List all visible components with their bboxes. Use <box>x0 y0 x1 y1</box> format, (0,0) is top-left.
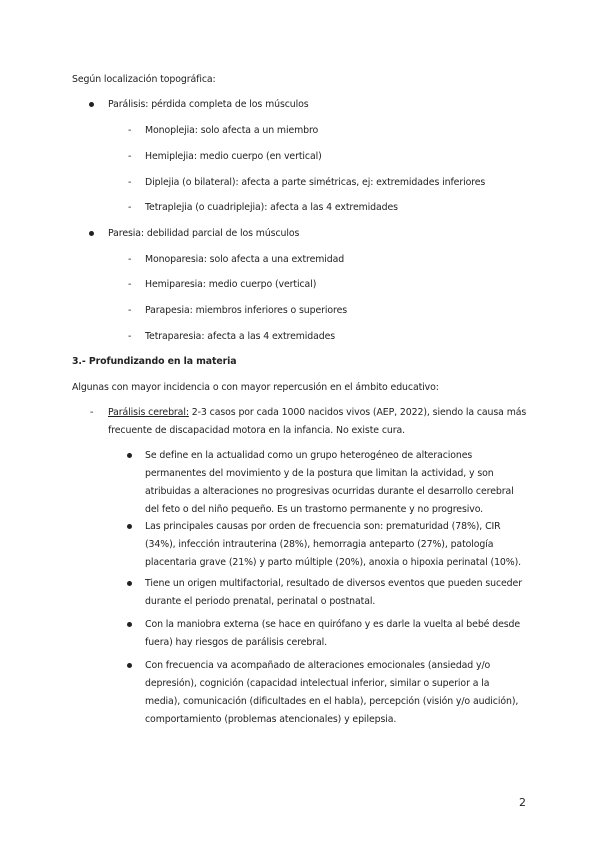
section-title: 3.- Profundizando en la materia <box>72 356 237 367</box>
list-item: Tetraparesia: afecta a las 4 extremidades <box>145 331 336 342</box>
pc-line-1-rest: 2-3 casos por cada 1000 nacidos vivos (AEP, 2022), siendo la causa más <box>188 407 527 418</box>
paresia-label: Paresia: debilidad parcial de los músculos <box>108 228 300 239</box>
list-item: Tetraplejia (o cuadriplejia): afecta a las 4 extremidades <box>145 202 398 213</box>
pc-bullet-1: Se define en la actualidad como un grupo heterogéneo de alteraciones permanentes del movimiento y de la postura que limitan la actividad, y son atribuidas a alteraciones no progresivas ocurridas durante el desarrollo cerebral del feto o del niño pequeño. Es un trastorno permanente y no progresivo. <box>145 450 514 515</box>
pc-line-1 <box>108 406 526 420</box>
list-item: Diplejia (o bilateral): afecta a parte simétricas, ej: extremidades inferiores <box>145 177 486 188</box>
page-number: 2 <box>519 796 526 809</box>
pc-bullet-5: Con frecuencia va acompañado de alteraciones emocionales (ansiedad y/o depresión), cognición (capacidad intelectual inferior, similar o superior a la media), comunicación (dificultades en el habla), percepción (visión y/o audición), comportamiento (problemas atencionales) y epilepsia. <box>145 660 519 725</box>
dash-icon: - <box>128 331 132 342</box>
bullet-icon <box>127 581 132 586</box>
topographic-heading: Según localización topográfica: <box>72 74 216 85</box>
dash-icon: - <box>128 177 132 188</box>
bullet-icon <box>89 102 94 107</box>
pc-line-2: frecuente de discapacidad motora en la infancia. No existe cura. <box>108 425 406 436</box>
list-item: Monoplejia: solo afecta a un miembro <box>145 125 319 136</box>
dash-icon: - <box>128 254 132 265</box>
bullet-icon <box>127 453 132 458</box>
dash-icon: - <box>128 279 132 290</box>
list-item: Hemiplejia: medio cuerpo (en vertical) <box>145 151 322 162</box>
dash-icon: - <box>128 202 132 213</box>
list-item: Hemiparesia: medio cuerpo (vertical) <box>145 279 317 290</box>
dash-icon: - <box>128 125 132 136</box>
list-item: Monoparesia: solo afecta a una extremidad <box>145 254 345 265</box>
pc-bullet-3: Tiene un origen multifactorial, resultado de diversos eventos que pueden suceder durante el periodo prenatal, perinatal o postnatal. <box>145 578 522 607</box>
paralisis-label: Parálisis: pérdida completa de los músculos <box>108 99 309 110</box>
bullet-icon <box>89 231 94 236</box>
list-item: Parapesia: miembros inferiores o superiores <box>145 305 348 316</box>
bullet-icon <box>127 663 132 668</box>
pc-term: Parálisis cerebral: <box>108 407 189 418</box>
dash-icon: - <box>128 151 132 162</box>
pc-bullet-4: Con la maniobra externa (se hace en quirófano y es darle la vuelta al bebé desde fuera) hay riesgos de parálisis cerebral. <box>145 619 521 648</box>
dash-icon: - <box>90 407 94 418</box>
dash-icon: - <box>128 305 132 316</box>
bullet-icon <box>127 622 132 627</box>
intro-text: Algunas con mayor incidencia o con mayor repercusión en el ámbito educativo: <box>72 382 439 393</box>
bullet-icon <box>127 524 132 529</box>
pc-bullet-2: Las principales causas por orden de frecuencia son: prematuridad (78%), CIR (34%), infección intrauterina (28%), hemorragia anteparto (27%), patología placentaria grave (21%) y parto múltiple (20%), anoxia o hipoxia perinatal (10%). <box>145 521 522 568</box>
